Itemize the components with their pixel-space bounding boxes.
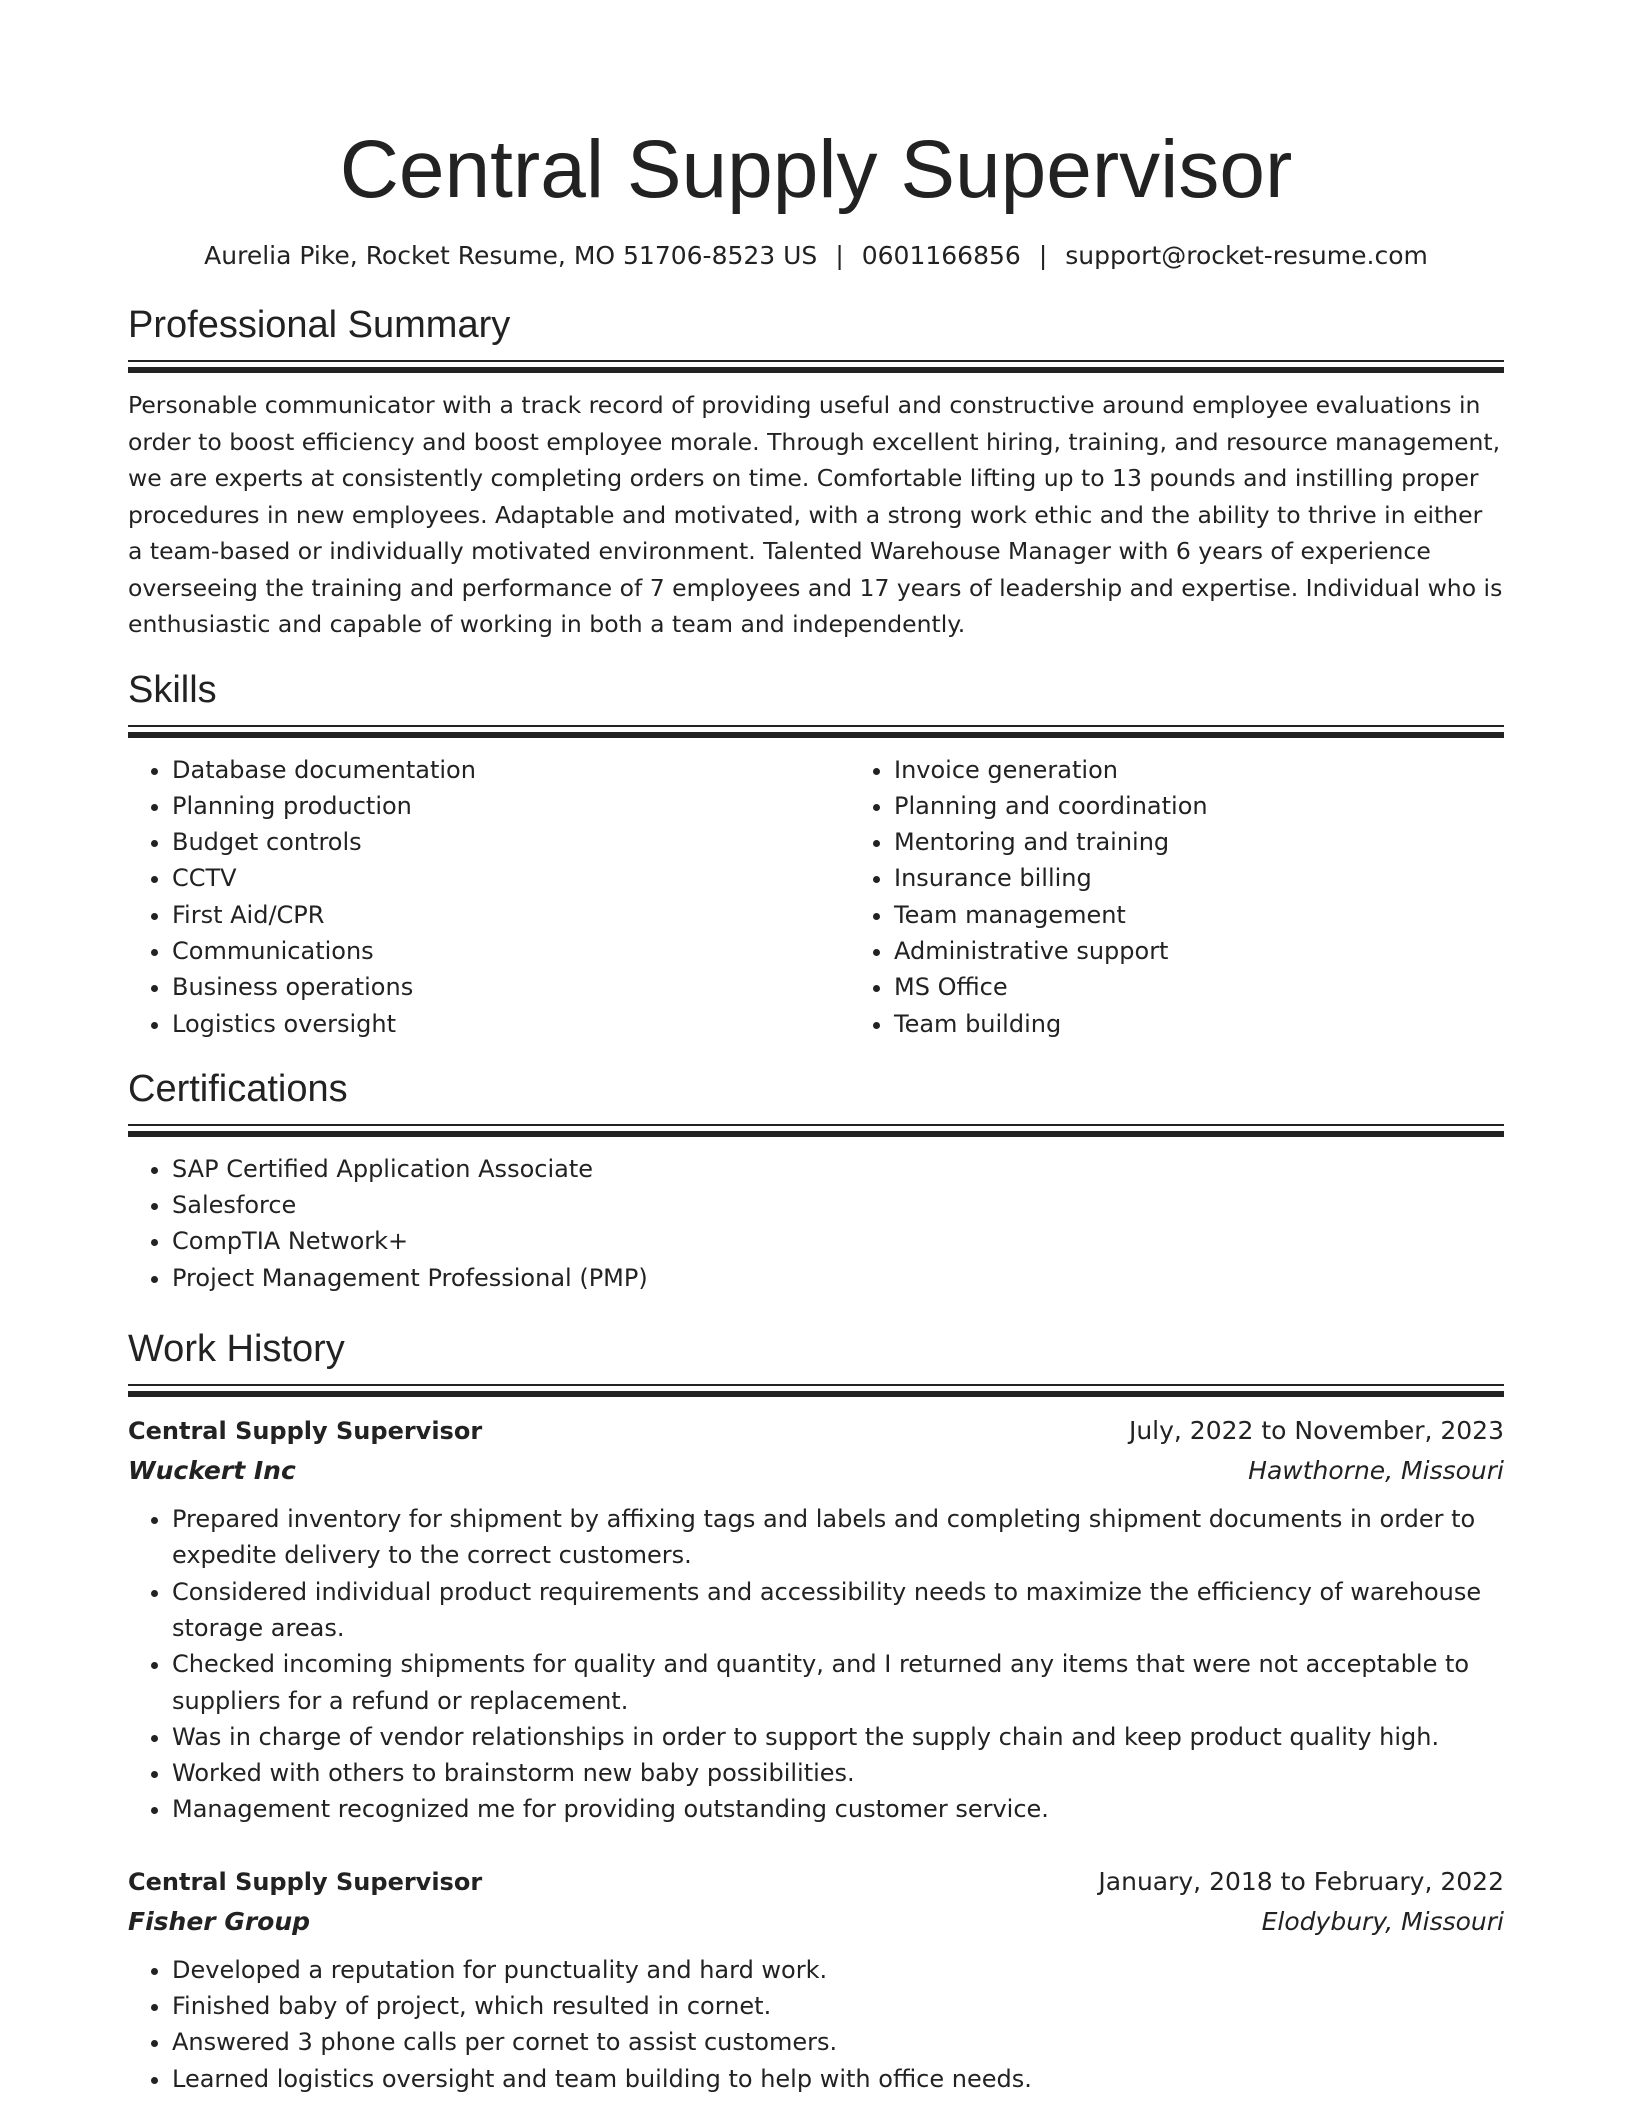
job-bullet: • Developed a reputation for punctuality and hard work. (172, 1952, 1504, 1988)
section-rule (128, 1384, 1504, 1386)
contact-address: Aurelia Pike, Rocket Resume, MO 51706-8523 US (204, 241, 818, 270)
skill-item: • Database documentation (172, 752, 850, 788)
contact-phone: 0601166856 (861, 241, 1021, 270)
skill-item: • CCTV (172, 860, 850, 896)
contact-email: support@rocket-resume.com (1065, 241, 1428, 270)
summary-section (128, 302, 1504, 643)
skills-list-right (850, 752, 1572, 1042)
section-rule-thick (128, 367, 1504, 373)
section-rule (128, 725, 1504, 727)
skill-item: • Insurance billing (894, 860, 1572, 896)
job-bullet: • Management recognized me for providing outstanding customer service. (172, 1791, 1504, 1827)
skill-item: • Planning production (172, 788, 850, 824)
section-rule-thick (128, 732, 1504, 738)
job-bullet: • Was in charge of vendor relationships in order to support the supply chain and keep product quality high. (172, 1719, 1504, 1755)
skill-item: • Planning and coordination (894, 788, 1572, 824)
section-rule (128, 1124, 1504, 1126)
section-rule-thick (128, 1131, 1504, 1137)
resume-content (128, 120, 1504, 2097)
job-company: Fisher Group (128, 1906, 311, 1936)
skill-item: • First Aid/CPR (172, 897, 850, 933)
skill-item: • Team building (894, 1006, 1572, 1042)
work-history-section (128, 1326, 1504, 2097)
job-header-row (128, 1862, 1504, 1902)
job-location: Elodybury, Missouri (1261, 1906, 1504, 1936)
job-bullet: • Prepared inventory for shipment by affixing tags and labels and completing shipment documents in order to expedite delivery to the correct customers. (172, 1501, 1504, 1574)
job-bullet: • Finished baby of project, which resulted in cornet. (172, 1988, 1504, 2024)
skill-item: • Budget controls (172, 824, 850, 860)
skill-item: • Administrative support (894, 933, 1572, 969)
contact-separator: | (1038, 241, 1048, 270)
job-bullet: • Answered 3 phone calls per cornet to assist customers. (172, 2024, 1504, 2060)
skill-item: • Logistics oversight (172, 1006, 850, 1042)
skill-item: • Invoice generation (894, 752, 1572, 788)
skill-item: • MS Office (894, 969, 1572, 1005)
job-bullet: • Considered individual product requirements and accessibility needs to maximize the efficiency of warehouse storage areas. (172, 1574, 1504, 1647)
job-title: Central Supply Supervisor (128, 1867, 483, 1896)
certifications-heading: Certifications (128, 1067, 348, 1110)
job-title: Central Supply Supervisor (128, 1417, 483, 1446)
skill-item: • Communications (172, 933, 850, 969)
job-location: Hawthorne, Missouri (1248, 1456, 1504, 1486)
skills-grid (128, 752, 1504, 1042)
job-company-row (128, 1451, 1504, 1491)
work-history-heading: Work History (128, 1328, 345, 1371)
job-company: Wuckert Inc (128, 1456, 296, 1486)
certification-item: • CompTIA Network+ (172, 1223, 1504, 1259)
contact-line (128, 240, 1504, 272)
resume-title: Central Supply Supervisor (339, 124, 1293, 215)
job-bullet: • Worked with others to brainstorm new baby possibilities. (172, 1755, 1504, 1791)
job-entry (128, 1411, 1504, 1828)
certifications-list (128, 1151, 1504, 1296)
skill-item: • Team management (894, 897, 1572, 933)
section-rule (128, 360, 1504, 362)
job-bullet: • Checked incoming shipments for quality and quantity, and I returned any items that were not acceptable to suppliers for a refund or replacement. (172, 1646, 1504, 1719)
job-entry (128, 1862, 1504, 2097)
certification-item: • Project Management Professional (PMP) (172, 1260, 1504, 1296)
section-rule-thick (128, 1391, 1504, 1397)
contact-separator: | (835, 241, 844, 270)
skills-list-left (128, 752, 850, 1042)
skills-section (128, 667, 1504, 1042)
job-dates: July, 2022 to November, 2023 (1128, 1416, 1504, 1446)
job-bullets (128, 1952, 1504, 2097)
certification-item: • Salesforce (172, 1187, 1504, 1223)
summary-heading: Professional Summary (128, 304, 511, 346)
job-bullet: • Learned logistics oversight and team building to help with office needs. (172, 2061, 1504, 2097)
summary-text: Personable communicator with a track record of providing useful and constructive around employee evaluations in order to boost efficiency and boost employee morale. Through excellent hiring, training, and resource management, we are experts at consistently completing orders on time. Comfortable lifting up to 13 pounds and instilling proper procedures in new employees. Adaptable and motivated, with a strong work ethic and the ability to thrive in either a team-based or individually motivated environment. Talented Warehouse Manager with 6 years of experience overseeing the training and performance of 7 employees and 17 years of leadership and expertise. Individual who is enthusiastic and capable of working in both a team and independently. (128, 391, 1503, 638)
job-header-row (128, 1411, 1504, 1451)
skills-heading: Skills (128, 668, 217, 711)
skill-item: • Business operations (172, 969, 850, 1005)
certifications-section (128, 1066, 1504, 1296)
certification-item: • SAP Certified Application Associate (172, 1151, 1504, 1187)
skill-item: • Mentoring and training (894, 824, 1572, 860)
job-company-row (128, 1902, 1504, 1942)
job-bullets (128, 1501, 1504, 1828)
job-dates: January, 2018 to February, 2022 (1098, 1866, 1504, 1896)
